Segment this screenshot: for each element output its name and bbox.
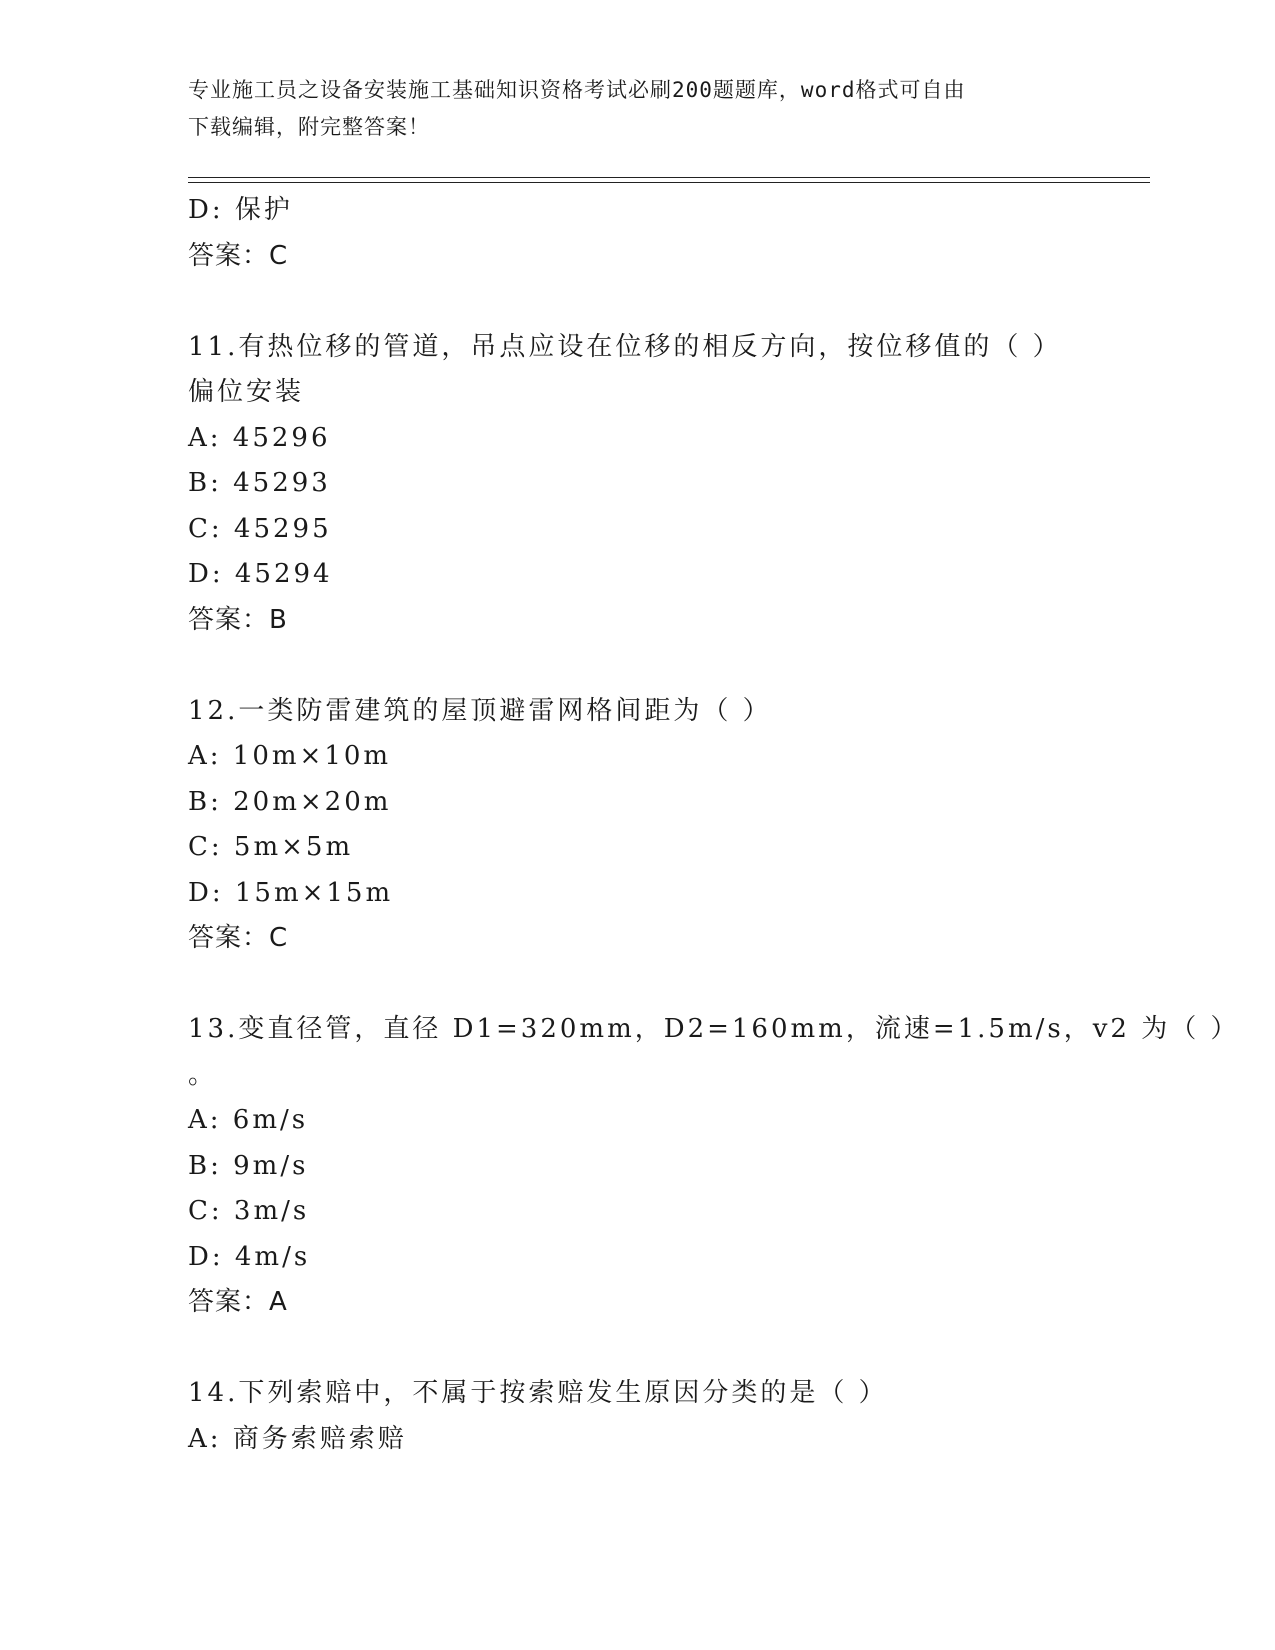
answer-line: 答案：B: [188, 604, 288, 635]
option-a: A: 10m×10m: [188, 741, 392, 771]
question-stem: 14.下列索赔中，不属于按索赔发生原因分类的是（ ）: [188, 1378, 888, 1408]
question-14: [188, 1371, 1148, 1462]
header-divider-top: [188, 177, 1150, 178]
question-11: [188, 325, 1148, 644]
question-stem-continued: 。: [188, 1059, 218, 1090]
question-13: [188, 1007, 1240, 1326]
option-c: C: 45295: [188, 513, 332, 544]
option-b: B: 45293: [188, 468, 331, 498]
answer-line: 答案：C: [188, 923, 289, 953]
answer-line: 答案：C: [188, 240, 289, 271]
question-stem: 11.有热位移的管道，吊点应设在位移的相反方向，按位移值的（ ）: [188, 331, 1062, 362]
header-line-1: 专业施工员之设备安装施工基础知识资格考试必刷200题题库，word格式可自由: [188, 78, 966, 102]
question-list: [188, 188, 1240, 1462]
answer-line: 答案：A: [188, 1287, 288, 1317]
spacer: [188, 279, 1148, 325]
spacer: [188, 962, 1148, 1008]
option-d: D: 45294: [188, 559, 333, 589]
question-stem: 12.一类防雷建筑的屋顶避雷网格间距为（ ）: [188, 695, 772, 726]
option-c: C: 3m/s: [188, 1196, 310, 1226]
option-d: D: 保护: [188, 195, 293, 225]
option-b: B: 20m×20m: [188, 786, 392, 817]
spacer: [188, 1326, 1148, 1372]
header-divider-bottom: [188, 182, 1150, 183]
option-d: D: 4m/s: [188, 1241, 311, 1272]
option-a: A: 6m/s: [188, 1105, 309, 1135]
option-c: C: 5m×5m: [188, 832, 354, 862]
question-12: [188, 689, 1148, 962]
document-header: [188, 72, 1088, 146]
header-line-2: 下载编辑，附完整答案！: [188, 115, 430, 139]
option-a: A: 45296: [188, 422, 331, 453]
question-stem-continued: 偏位安装: [188, 377, 305, 407]
question-stem: 13.变直径管，直径 D1=320mm，D2=160mm，流速=1.5m/s，v2 为（ ）: [188, 1014, 1240, 1044]
spacer: [188, 643, 1148, 689]
option-b: B: 9m/s: [188, 1150, 309, 1181]
option-a: A: 商务索赔索赔: [188, 1423, 407, 1454]
previous-question-tail: [188, 188, 1148, 279]
option-d: D: 15m×15m: [188, 877, 394, 908]
